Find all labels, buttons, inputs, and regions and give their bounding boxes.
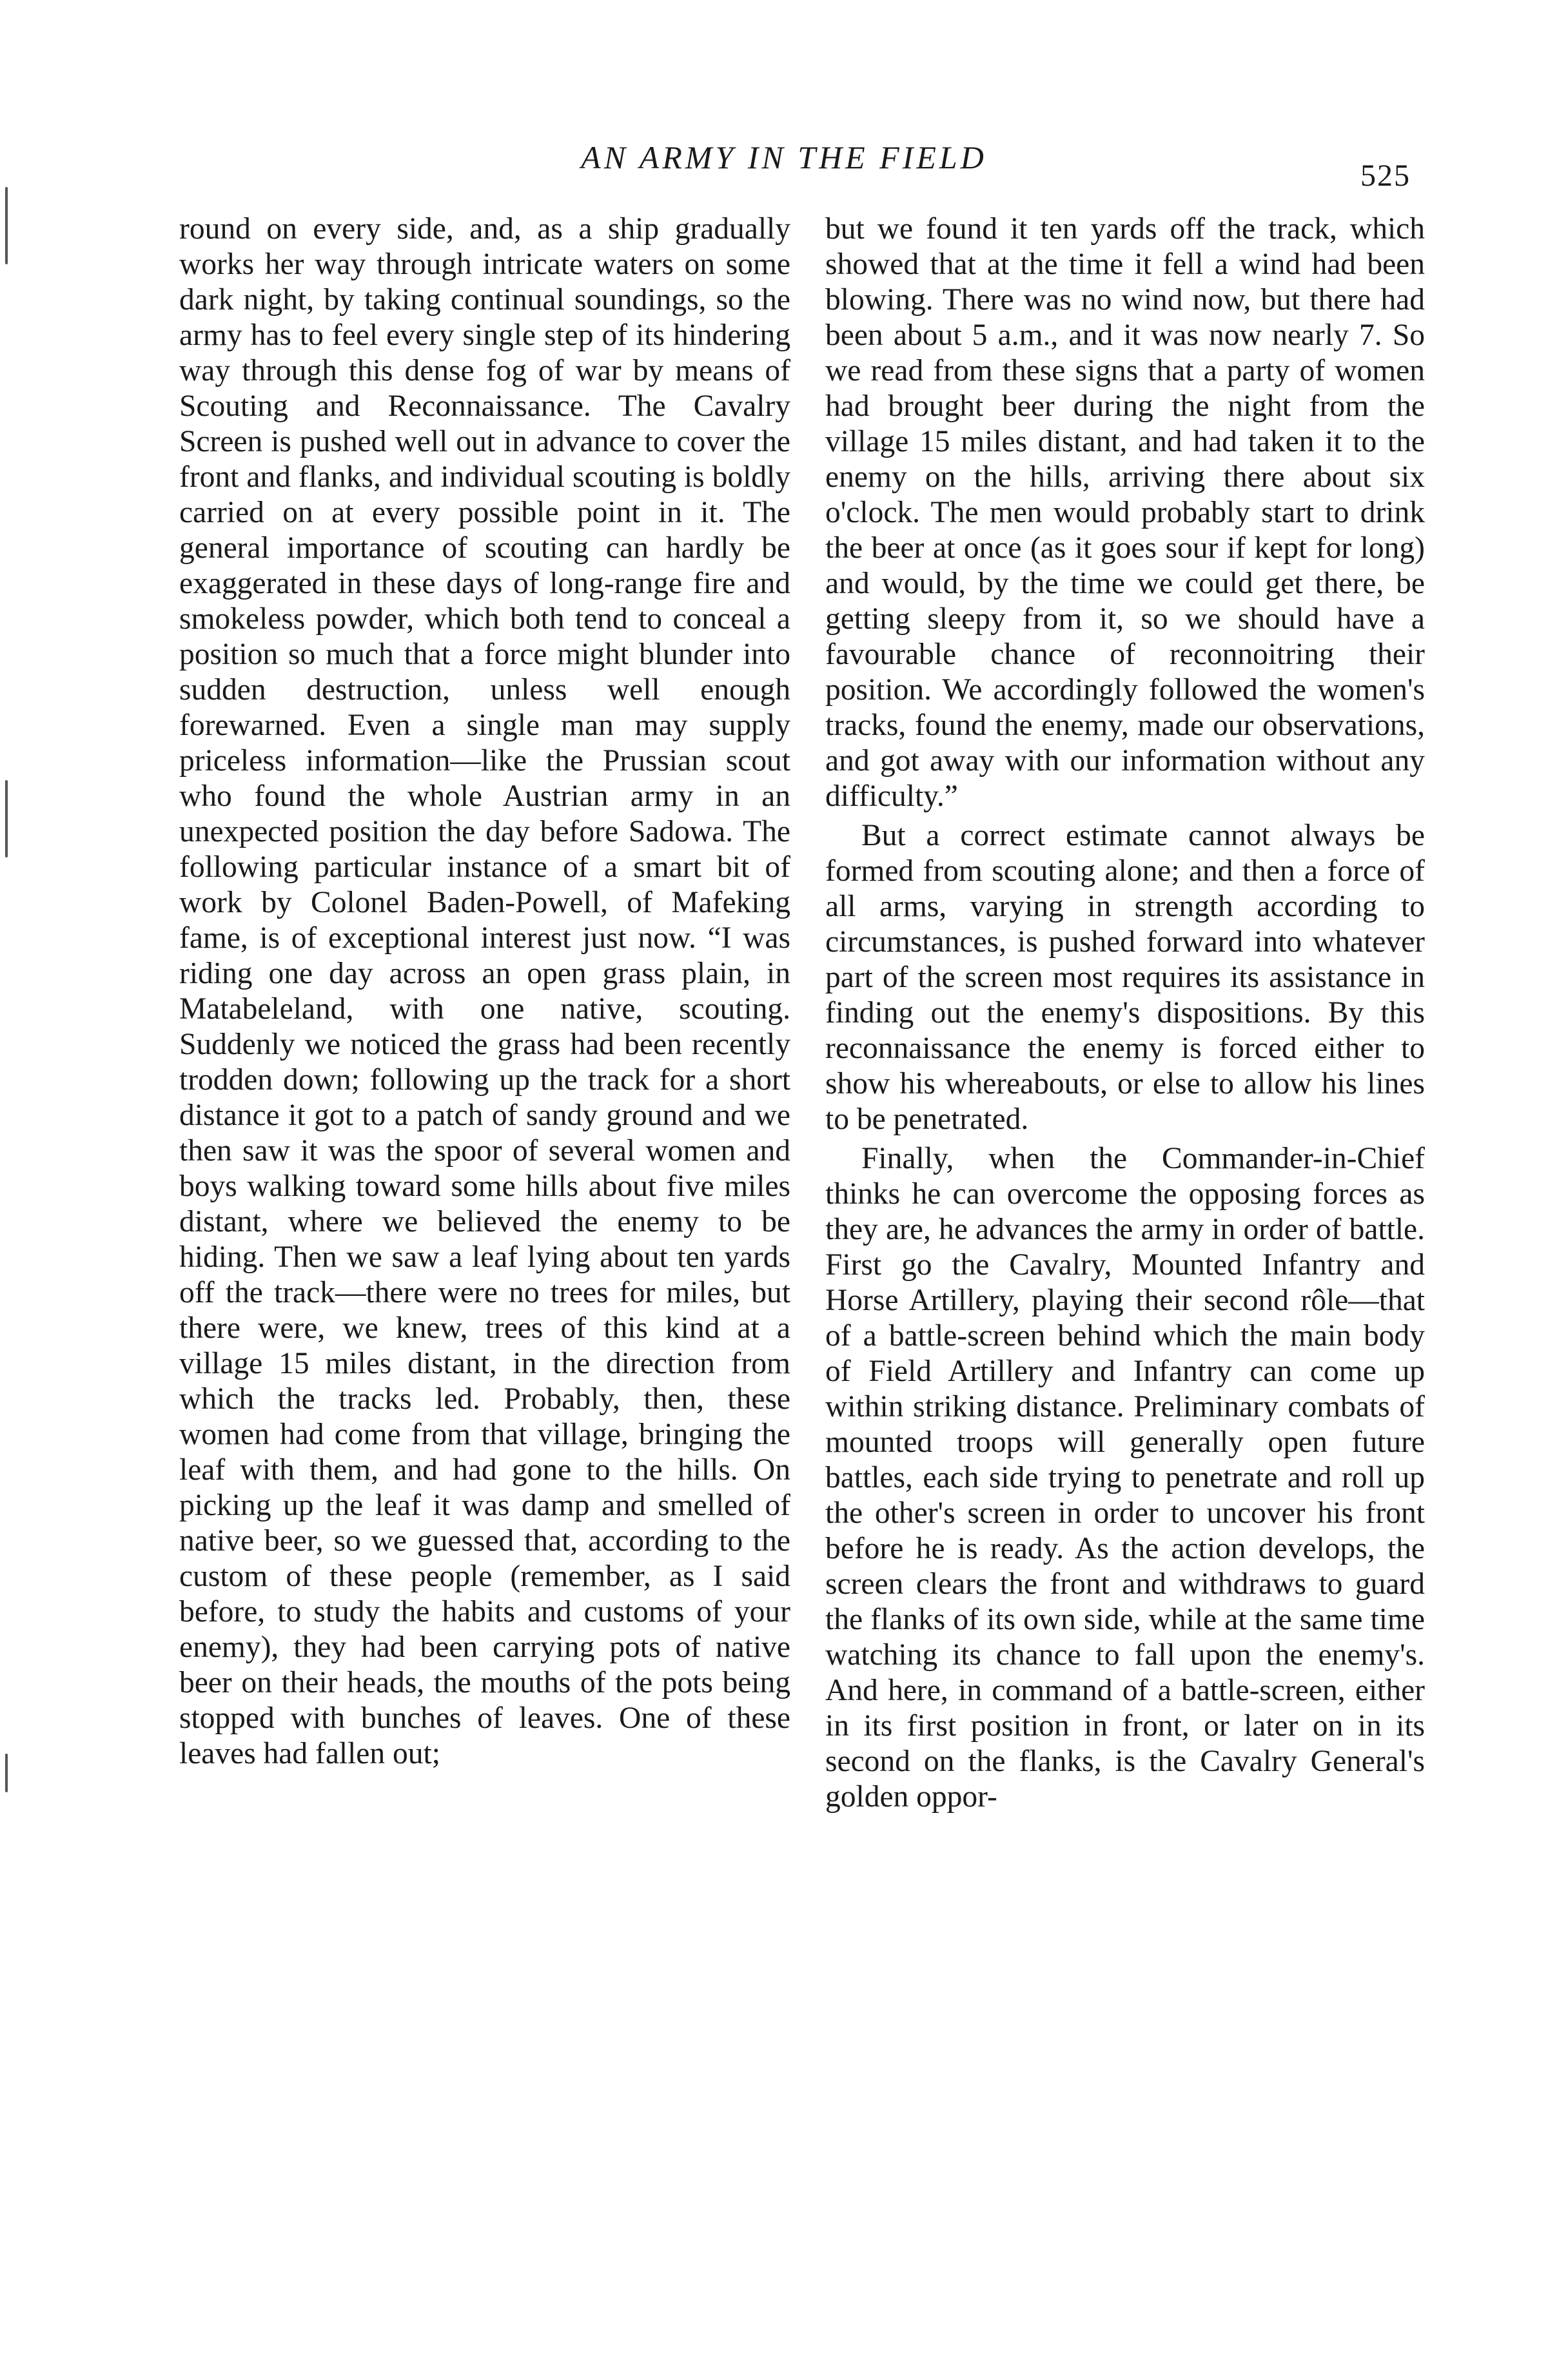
running-title: AN ARMY IN THE FIELD xyxy=(581,139,987,175)
scan-edge-mark xyxy=(5,1754,8,1792)
scan-edge-mark xyxy=(5,780,8,857)
scan-edge-mark xyxy=(5,187,8,264)
right-column xyxy=(825,211,1425,1815)
left-column xyxy=(179,211,790,1772)
paragraph: But a correct estimate cannot always be formed from scouting alone; and then a force of all arms, varying in strength according to circumstances, is pushed forward into whatever part of the screen most requires its assistance in finding out the enemy's dispositions. By this reconnaissance the enemy is forced either to show his whereabouts, or else to allow his lines to be penetrated. xyxy=(825,819,1425,1136)
page-number: 525 xyxy=(1360,159,1411,193)
page-header xyxy=(0,139,1568,193)
paragraph: Finally, when the Commander-in-Chief thinks he can overcome the opposing forces as they are, he advances the army in order of battle. First go the Cavalry, Mounted Infantry and Horse Artillery, playing their second rôle—that of a battle-screen behind which the main body of Field Artillery and Infantry can come up within striking distance. Preliminary combats of mounted troops will generally open future battles, each side trying to penetrate and roll up the other's screen in order to uncover his front before he is ready. As the action develops, the screen clears the front and withdraws to guard the flanks of its own side, while at the same time watching its chance to fall upon the enemy's. And here, in command of a battle-screen, either in its first position in front, or later on in its second on the flanks, is the Cavalry General's golden oppor- xyxy=(825,1142,1425,1814)
paragraph: but we found it ten yards off the track, which showed that at the time it fell a wind had been blowing. There was no wind now, but there had been about 5 a.m., and it was now nearly 7. So we read from these signs that a party of women had brought beer during the night from the village 15 miles distant, and had taken it to the enemy on the hills, arriving there about six o'clock. The men would probably start to drink the beer at once (as it goes sour if kept for long) and would, by the time we could get there, be getting sleepy from it, so we should have a favourable chance of reconnoitring their position. We accordingly followed the women's tracks, found the enemy, made our observations, and got away with our information without any difficulty.” xyxy=(825,212,1425,813)
paragraph: round on every side, and, as a ship gradually works her way through intricate waters on some dark night, by taking continual soundings, so the army has to feel every single step of its hindering way through this dense fog of war by means of Scouting and Reconnaissance. The Cavalry Screen is pushed well out in advance to cover the front and flanks, and individual scouting is boldly carried on at every possible point in it. The general importance of scouting can hardly be exaggerated in these days of long-range fire and smokeless powder, which both tend to conceal a position so much that a force might blunder into sudden destruction, unless well enough forewarned. Even a single man may supply priceless information—like the Prussian scout who found the whole Austrian army in an unexpected position the day before Sadowa. The following particular instance of a smart bit of work by Colonel Baden-Powell, of Mafeking fame, is of exceptional interest just now. “I was riding one day across an open grass plain, in Matabeleland, with one native, scouting. Suddenly we noticed the grass had been recently trodden down; following up the track for a short distance it got to a patch of sandy ground and we then saw it was the spoor of several women and boys walking toward some hills about five miles distant, where we believed the enemy to be hiding. Then we saw a leaf lying about ten yards off the track—there were no trees for miles, but there were, we knew, trees of this kind at a village 15 miles distant, in the direction from which the tracks led. Probably, then, these women had come from that village, bringing the leaf with them, and had gone to the hills. On picking up the leaf it was damp and smelled of native beer, so we guessed that, according to the custom of these people (remember, as I said before, to study the habits and customs of your enemy), they had been carrying pots of native beer on their heads, the mouths of the pots being stopped with bunches of leaves. One of these leaves had fallen out; xyxy=(179,212,790,1770)
